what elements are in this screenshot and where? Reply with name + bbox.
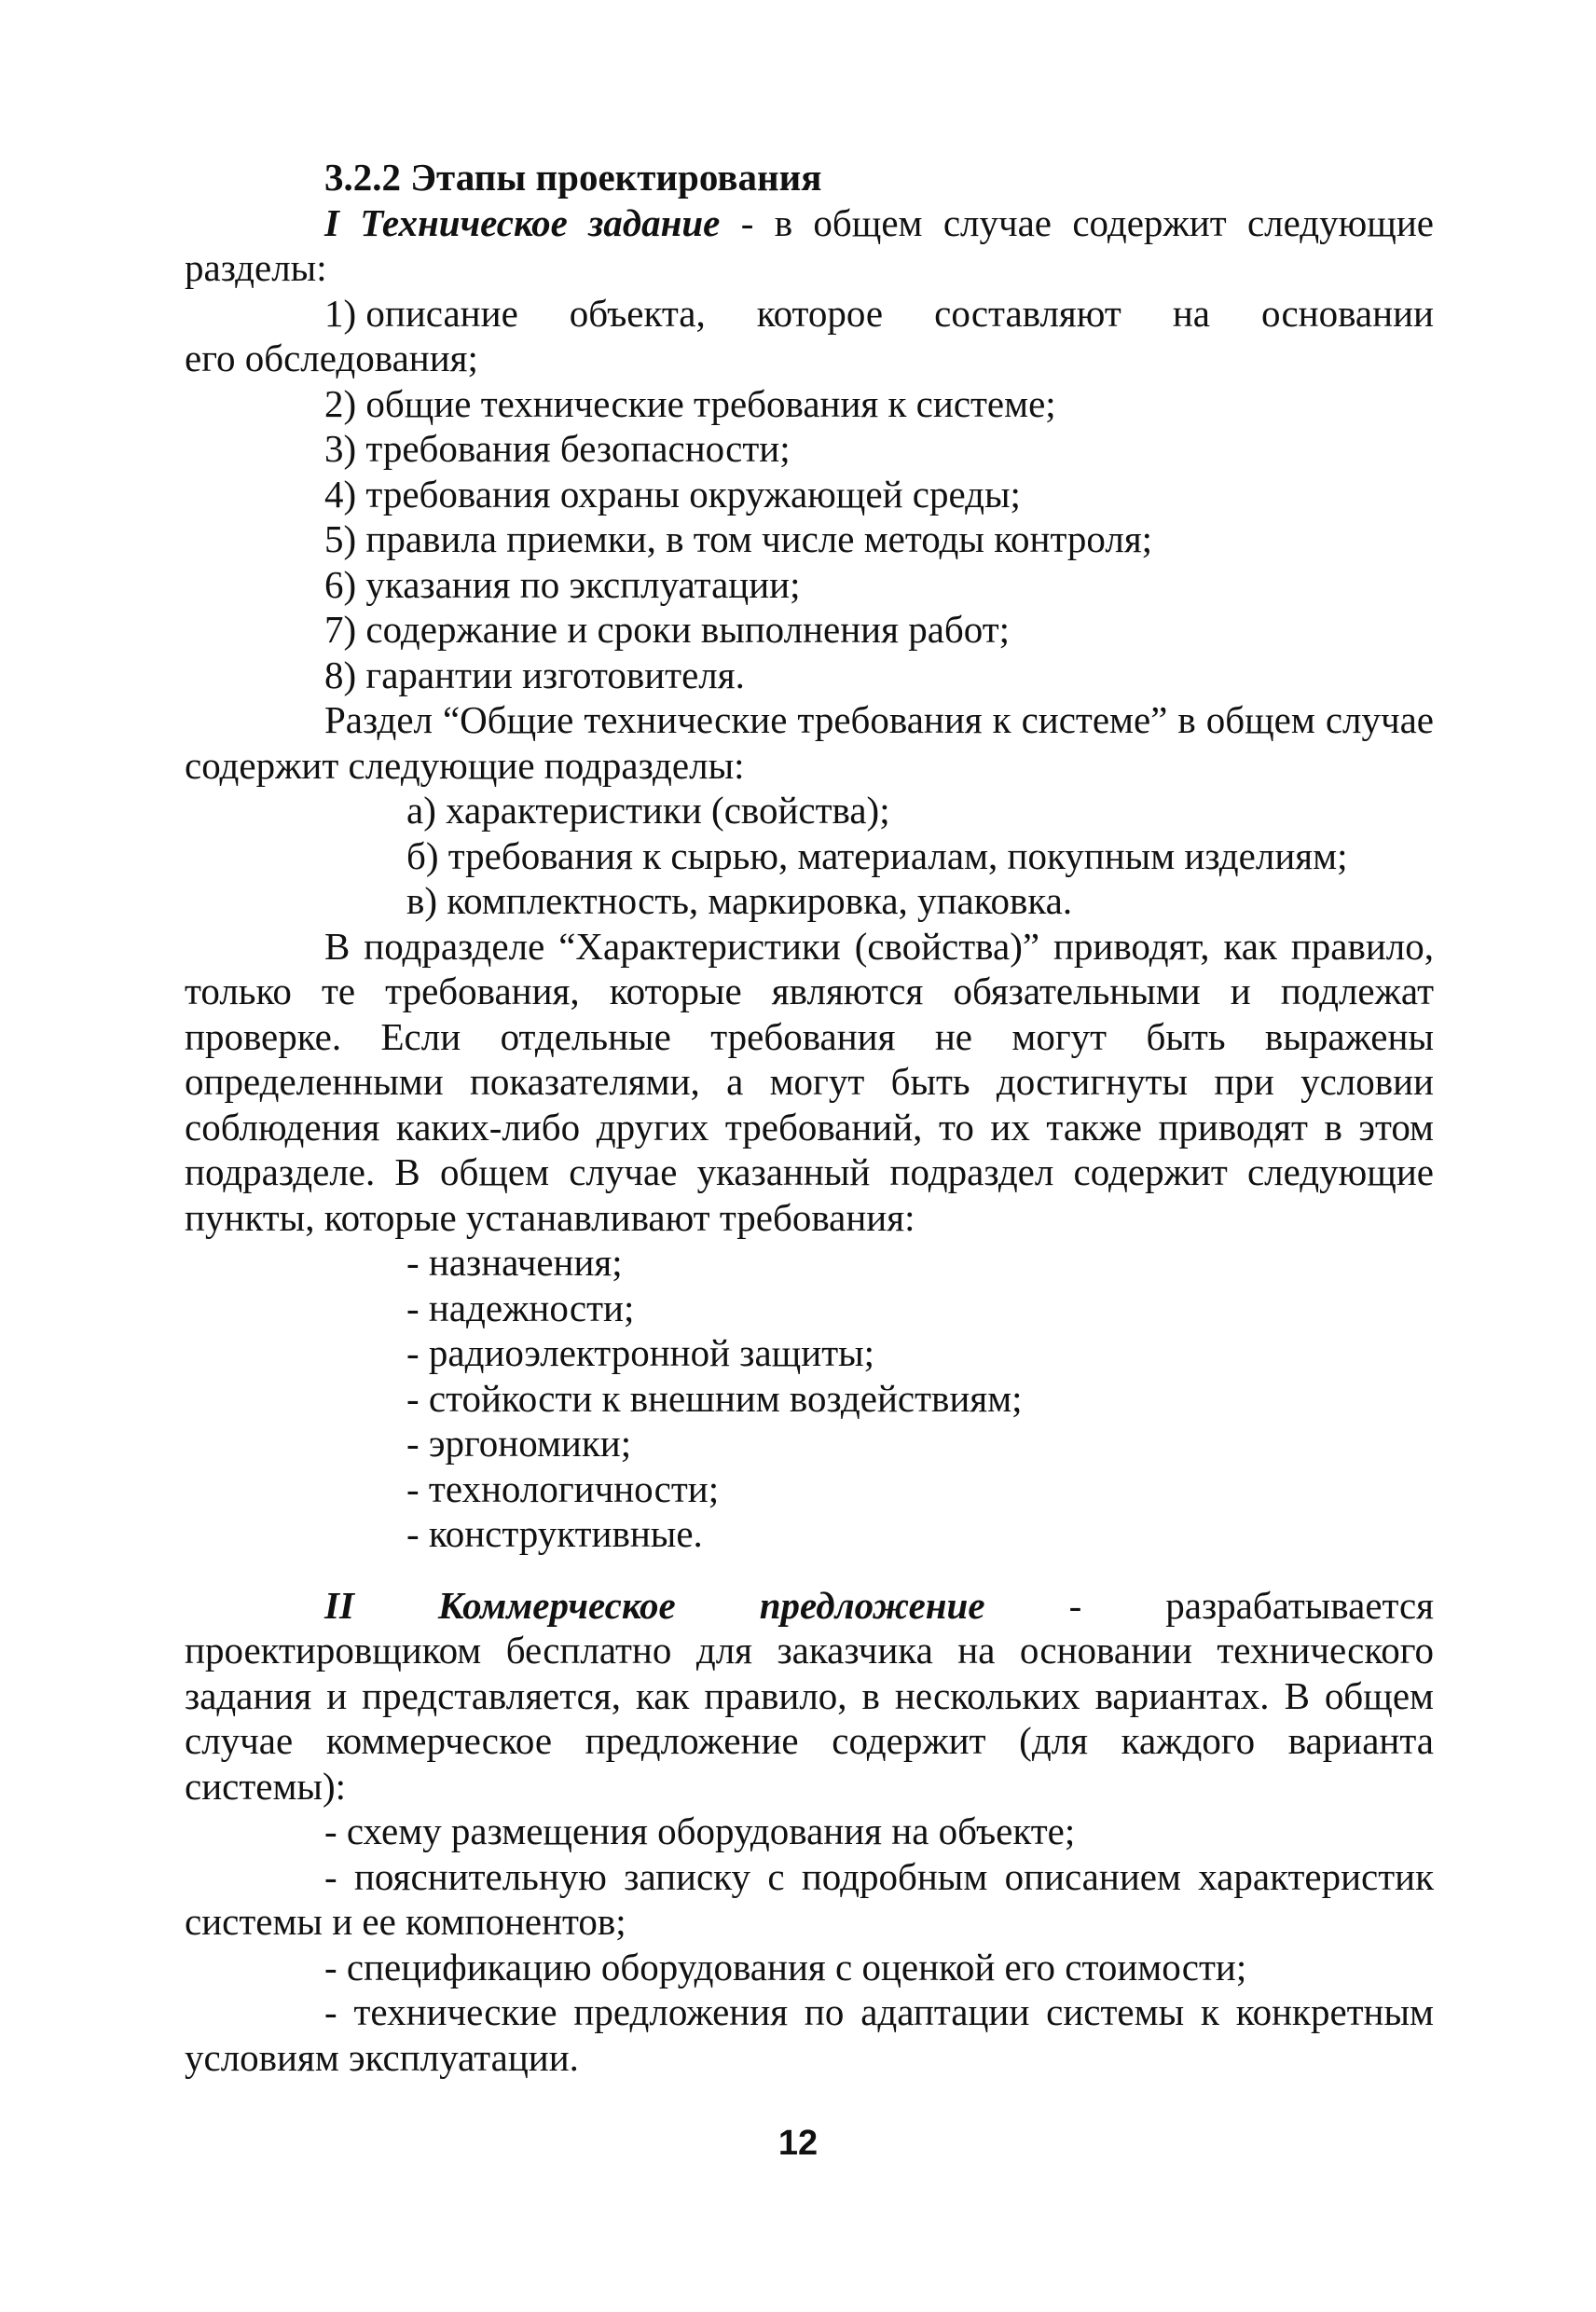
part2-intro: - разрабатывается проектировщиком бесплатно для заказчика на основании технического задания и представляется, как правило, в нескольких вариантах. В общем случае коммерческое предложение содержит (для каждого варианта системы): xyxy=(185,1583,1434,1808)
part1-item: 8) гарантии изготовителя. xyxy=(324,653,745,696)
section-heading: 3.2.2 Этапы проектирования xyxy=(324,156,822,199)
requirement-item: - стойкости к внешним воздействиям; xyxy=(406,1376,1023,1420)
part1-item-1-continuation: его обследования; xyxy=(185,337,478,379)
characteristics-paragraph: В подразделе “Характеристики (свойства)” приводят, как правило, только те требования, которые являются обязательными и подлежат проверке. Если отдельные требования не могут быть выражены определенными показателями, а могут быть достигнуты при условии соблюдения каких-либо других требований, то их также приводят в этом подразделе. В общем случае указанный подраздел содержит следующие пункты, которые устанавливают требования: xyxy=(185,924,1434,1239)
item1-word: составляют xyxy=(934,291,1121,335)
part1-item: 4) требования охраны окружающей среды; xyxy=(324,472,1021,516)
part2-item: - пояснительную записку с подробным описанием характеристик системы и ее компонентов; xyxy=(185,1854,1434,1943)
subsection-intro: Раздел “Общие технические требования к системе” в общем случае содержит следующие подразделы: xyxy=(185,698,1434,787)
part1-item: 2) общие технические требования к системе; xyxy=(324,381,1056,425)
requirement-item: - конструктивные. xyxy=(406,1512,703,1555)
requirement-item: - надежности; xyxy=(406,1286,635,1329)
part1-item: 6) указания по эксплуатации; xyxy=(324,562,801,606)
subsection-item: в) комплектность, маркировка, упаковка. xyxy=(406,879,1073,922)
part1-item: 7) содержание и сроки выполнения работ; xyxy=(324,608,1011,651)
requirement-item: - радиоэлектронной защиты; xyxy=(406,1331,875,1374)
item1-word: основании xyxy=(1260,291,1434,335)
part1-item: 3) требования безопасности; xyxy=(324,427,791,470)
part2-title: II Коммерческое предложение xyxy=(324,1583,985,1627)
part2-item: - схему размещения оборудования на объекте; xyxy=(324,1810,1076,1852)
part1-item: 5) правила приемки, в том числе методы контроля; xyxy=(324,517,1153,560)
item1-word: объекта, xyxy=(569,291,706,335)
part2-item: - технические предложения по адаптации системы к конкретным условиям эксплуатации. xyxy=(185,1990,1434,2079)
requirement-item: - эргономики; xyxy=(406,1422,632,1465)
part2-item: - спецификацию оборудования с оценкой его стоимости; xyxy=(324,1945,1247,1989)
item1-word: 1) описание xyxy=(324,291,518,335)
subsection-item: а) характеристики (свойства); xyxy=(406,789,890,832)
item1-word: которое xyxy=(756,291,884,335)
subsection-item: б) требования к сырью, материалам, покупным изделиям; xyxy=(406,833,1348,877)
page-number: 12 xyxy=(777,2124,819,2163)
requirement-item: - назначения; xyxy=(406,1241,623,1284)
part1-intro: - в общем случае содержит следующие разделы: xyxy=(185,200,1434,289)
part1-title: I Техническое задание xyxy=(324,200,721,244)
section-spacer xyxy=(185,1557,1434,1583)
requirement-item: - технологичности; xyxy=(406,1466,720,1510)
part1-paragraph xyxy=(185,200,1434,291)
page-content xyxy=(185,155,1434,2080)
part2-paragraph xyxy=(185,1583,1434,1810)
item1-word: на xyxy=(1172,291,1210,335)
part1-item-1 xyxy=(185,291,1434,337)
